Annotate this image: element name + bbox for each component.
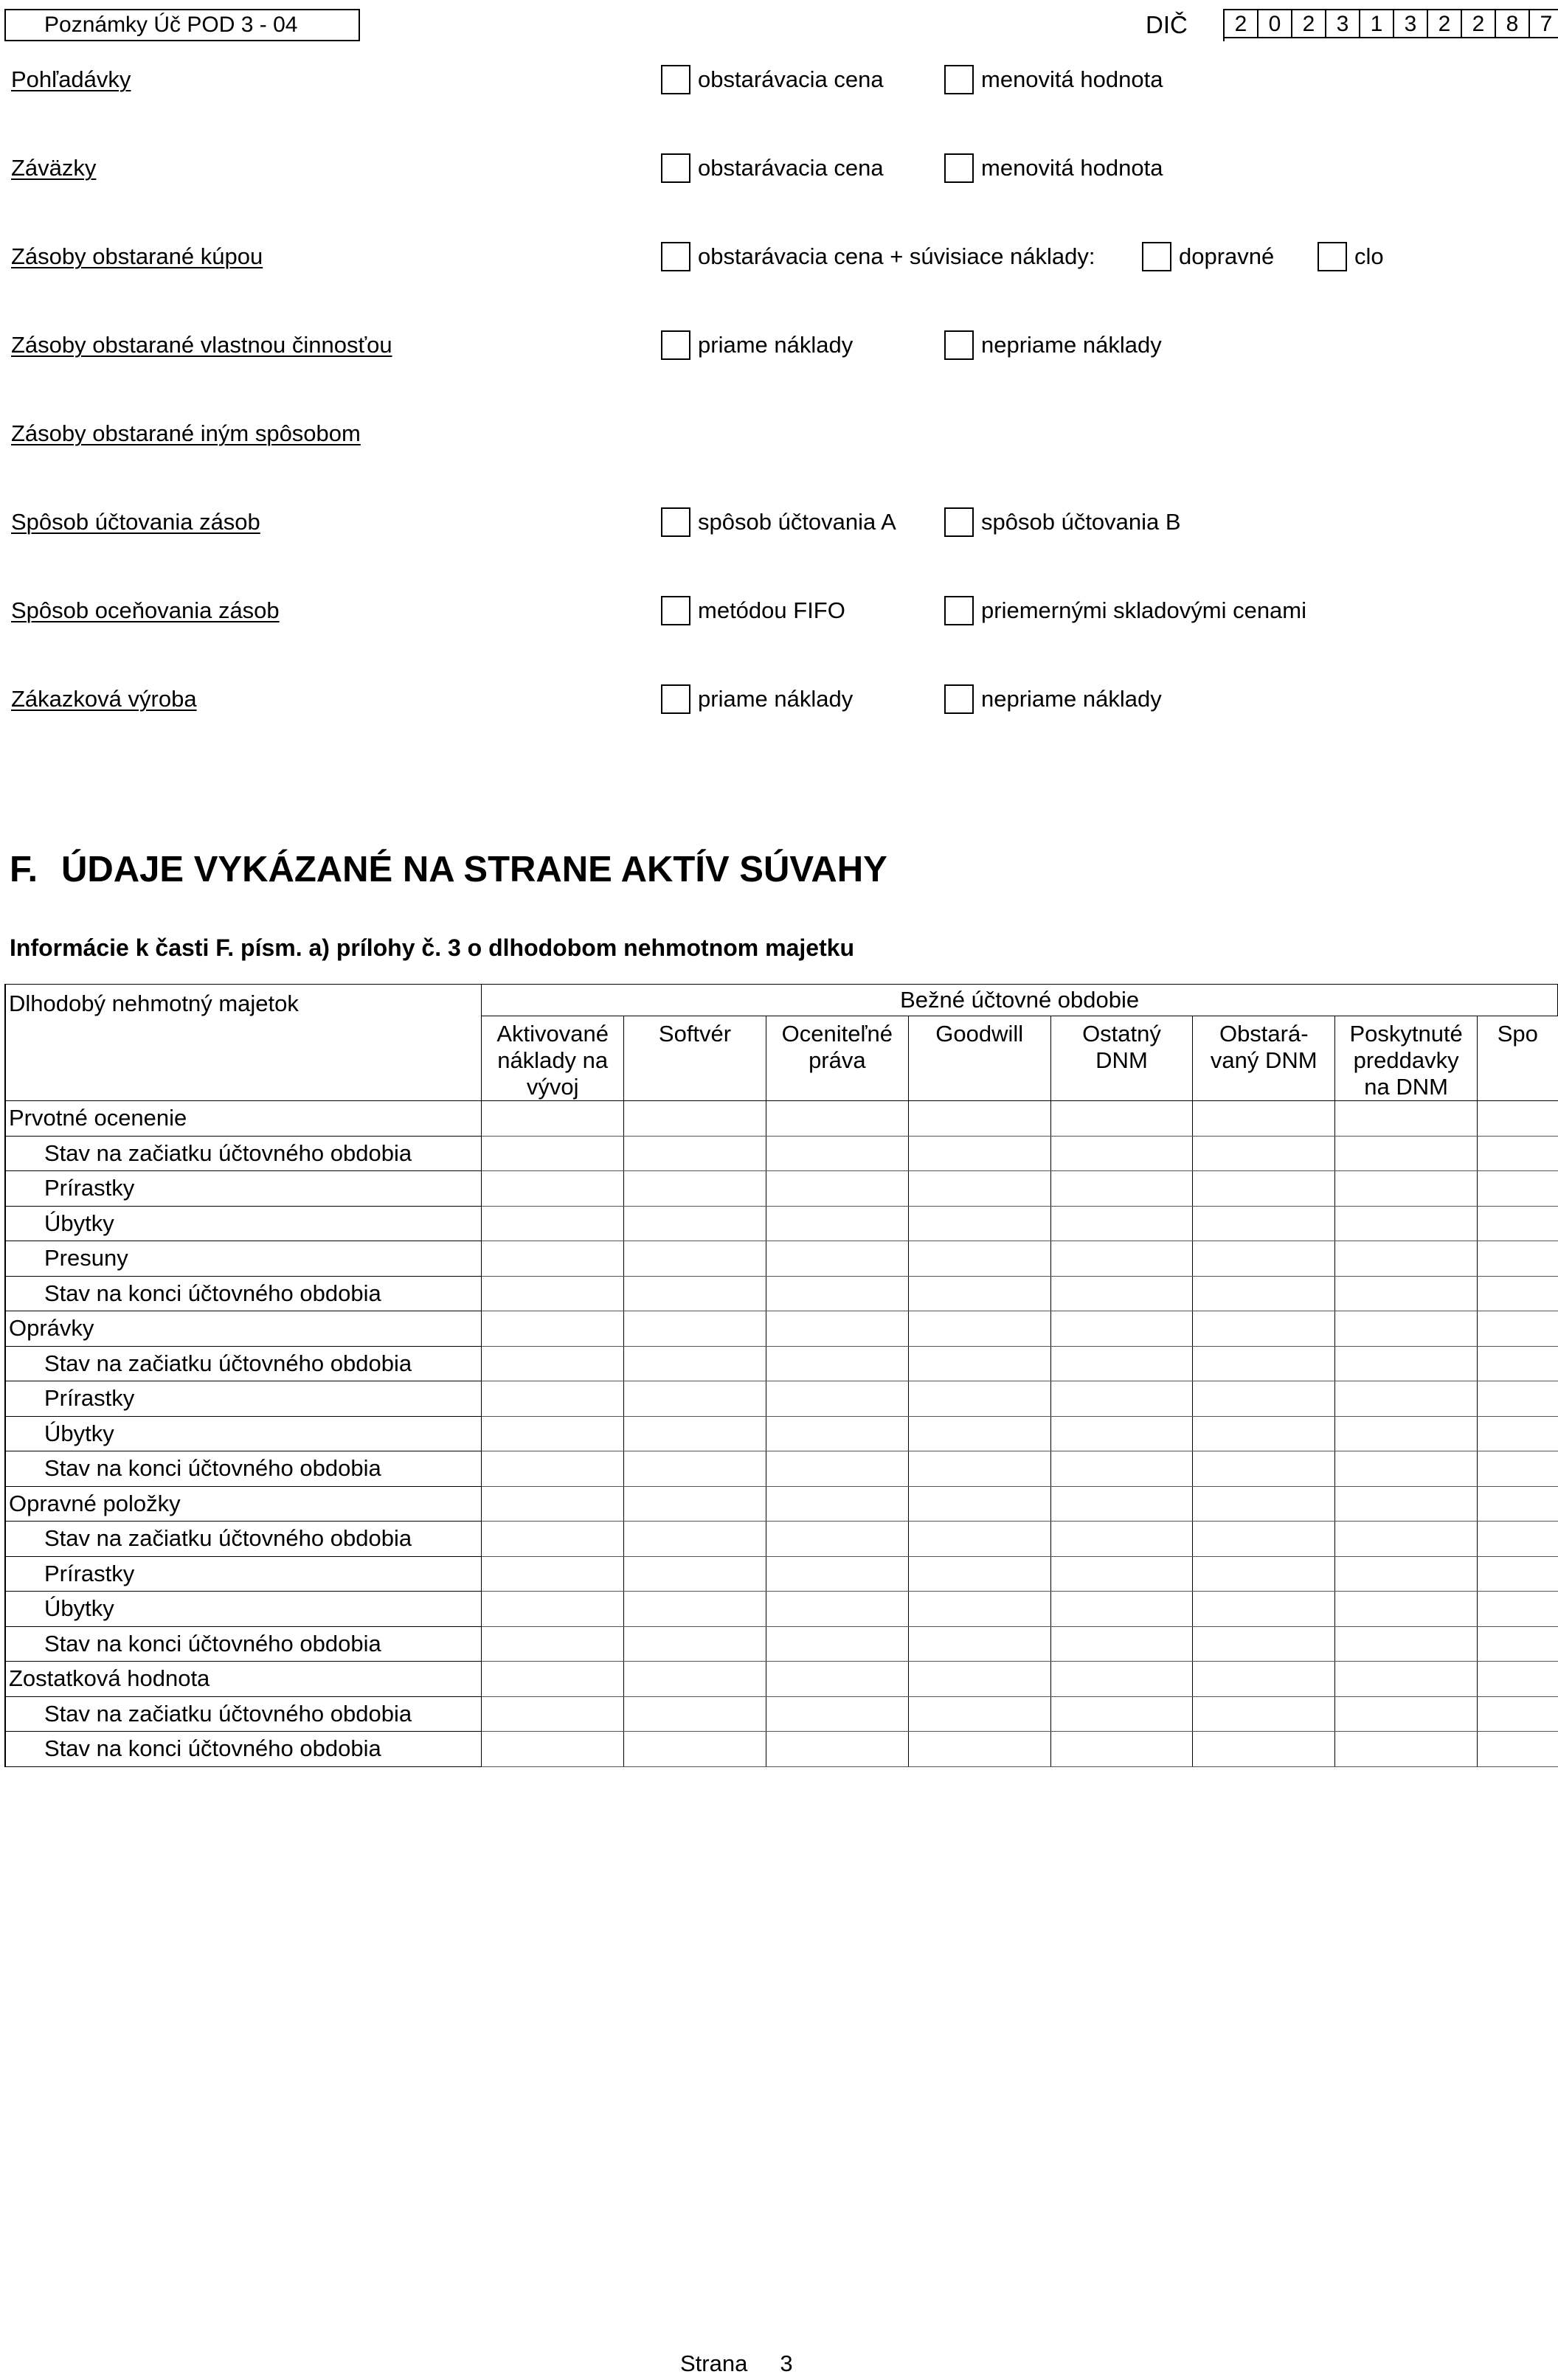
value-cell[interactable] (908, 1416, 1050, 1451)
policy-option (661, 242, 1095, 271)
value-cell[interactable] (1193, 1486, 1335, 1522)
table-row (5, 1276, 1558, 1311)
value-cell[interactable] (1335, 1171, 1478, 1207)
value-cell[interactable] (1193, 1241, 1335, 1277)
policy-option (944, 330, 1162, 360)
column-header-line: Softvér (658, 1021, 732, 1047)
option-checkbox[interactable] (944, 684, 974, 714)
value-cell[interactable] (1050, 1556, 1193, 1592)
value-cell[interactable] (1193, 1451, 1335, 1487)
value-cell[interactable] (1478, 1346, 1558, 1381)
dic-digit: 2 (1428, 9, 1462, 38)
value-cell[interactable] (1050, 1346, 1193, 1381)
policy-row-label: Zásoby obstarané vlastnou činnosťou (11, 332, 392, 358)
dic-digit: 2 (1225, 9, 1258, 38)
section-subtitle: Informácie k časti F. písm. a) prílohy č. 3 o dlhodobom nehmotnom majetku (10, 934, 855, 961)
value-cell[interactable] (624, 1311, 766, 1347)
value-cell[interactable] (1193, 1662, 1335, 1697)
value-cell[interactable] (1335, 1451, 1478, 1487)
value-cell[interactable] (624, 1451, 766, 1487)
value-cell[interactable] (766, 1451, 908, 1487)
value-cell[interactable] (766, 1381, 908, 1417)
column-header (1478, 1016, 1558, 1101)
value-cell[interactable] (1050, 1311, 1193, 1347)
row-label: Úbytky (5, 1206, 482, 1241)
value-cell[interactable] (624, 1522, 766, 1557)
value-cell[interactable] (908, 1206, 1050, 1241)
value-cell[interactable] (1335, 1732, 1478, 1767)
value-cell[interactable] (1478, 1451, 1558, 1487)
value-cell[interactable] (1478, 1416, 1558, 1451)
column-header (1193, 1016, 1335, 1101)
table-corner-header: Dlhodobý nehmotný majetok (5, 985, 482, 1101)
value-cell[interactable] (482, 1696, 624, 1732)
column-header-line: práva (809, 1047, 866, 1073)
value-cell[interactable] (482, 1486, 624, 1522)
value-cell[interactable] (482, 1276, 624, 1311)
value-cell[interactable] (766, 1592, 908, 1627)
option-label: menovitá hodnota (981, 66, 1163, 92)
value-cell[interactable] (766, 1241, 908, 1277)
value-cell[interactable] (1193, 1592, 1335, 1627)
column-header-line: Obstará- (1219, 1021, 1309, 1047)
column-header (766, 1016, 908, 1101)
page-label: Strana (680, 2350, 748, 2376)
policy-row-label: Zákazková výroba (11, 686, 197, 712)
column-header (482, 1016, 624, 1101)
value-cell[interactable] (1193, 1276, 1335, 1311)
value-cell[interactable] (1050, 1206, 1193, 1241)
column-header-line: Ostatný (1082, 1021, 1161, 1047)
option-label: priame náklady (698, 686, 854, 712)
value-cell[interactable] (482, 1171, 624, 1207)
row-label: Stav na konci účtovného obdobia (5, 1626, 482, 1662)
value-cell[interactable] (1478, 1206, 1558, 1241)
row-group-label: Oprávky (5, 1311, 482, 1347)
table-row (5, 1171, 1558, 1207)
value-cell[interactable] (908, 1171, 1050, 1207)
value-cell[interactable] (482, 1101, 624, 1137)
option-label: priemernými skladovými cenami (981, 597, 1307, 623)
value-cell[interactable] (1050, 1626, 1193, 1662)
value-cell[interactable] (482, 1416, 624, 1451)
value-cell[interactable] (1335, 1626, 1478, 1662)
policy-option (944, 684, 1162, 714)
value-cell[interactable] (1335, 1416, 1478, 1451)
dic-digit-boxes (1223, 9, 1558, 41)
value-cell[interactable] (482, 1311, 624, 1347)
option-label: obstarávacia cena (698, 66, 884, 92)
row-label: Stav na začiatku účtovného obdobia (5, 1346, 482, 1381)
column-header-line: Goodwill (935, 1021, 1024, 1047)
policy-option (1142, 242, 1274, 271)
column-header-line: Spo (1497, 1021, 1538, 1047)
value-cell[interactable] (908, 1381, 1050, 1417)
policy-option (944, 153, 1163, 183)
value-cell[interactable] (1478, 1662, 1558, 1697)
policy-option (661, 153, 884, 183)
option-checkbox[interactable] (1318, 242, 1347, 271)
table-row (5, 1241, 1558, 1277)
value-cell[interactable] (1335, 1101, 1478, 1137)
option-label: obstarávacia cena (698, 155, 884, 181)
dic-digit: 7 (1530, 9, 1558, 38)
table-row (5, 1381, 1558, 1417)
option-checkbox[interactable] (661, 507, 690, 537)
column-header-line: Poskytnuté (1349, 1021, 1463, 1047)
table-row (5, 1206, 1558, 1241)
column-header (1335, 1016, 1478, 1101)
value-cell[interactable] (624, 1241, 766, 1277)
table-row (5, 1346, 1558, 1381)
value-cell[interactable] (766, 1101, 908, 1137)
column-header-line: preddavky (1353, 1047, 1459, 1073)
value-cell[interactable] (1193, 1732, 1335, 1767)
value-cell[interactable] (1478, 1486, 1558, 1522)
intangible-assets-table (4, 984, 1558, 1767)
row-label: Stav na konci účtovného obdobia (5, 1276, 482, 1311)
column-header (624, 1016, 766, 1101)
value-cell[interactable] (908, 1662, 1050, 1697)
page-footer (680, 2349, 793, 2379)
option-label: spôsob účtovania B (981, 509, 1181, 535)
value-cell[interactable] (624, 1206, 766, 1241)
section-letter: F. (10, 850, 38, 889)
column-header-line: na DNM (1364, 1074, 1448, 1100)
row-label: Stav na začiatku účtovného obdobia (5, 1136, 482, 1171)
value-cell[interactable] (1193, 1416, 1335, 1451)
value-cell[interactable] (766, 1662, 908, 1697)
value-cell[interactable] (908, 1556, 1050, 1592)
value-cell[interactable] (1050, 1101, 1193, 1137)
value-cell[interactable] (624, 1381, 766, 1417)
row-group-label: Prvotné ocenenie (5, 1101, 482, 1137)
row-label: Stav na začiatku účtovného obdobia (5, 1522, 482, 1557)
value-cell[interactable] (1478, 1276, 1558, 1311)
value-cell[interactable] (624, 1732, 766, 1767)
option-checkbox[interactable] (944, 596, 974, 625)
row-label: Úbytky (5, 1416, 482, 1451)
option-label: priame náklady (698, 332, 854, 358)
column-header-line: vývoj (526, 1074, 579, 1100)
section-heading: ÚDAJE VYKÁZANÉ NA STRANE AKTÍV SÚVAHY (61, 850, 887, 889)
policy-option (944, 596, 1306, 625)
policy-row-label: Pohľadávky (11, 66, 131, 92)
value-cell[interactable] (908, 1136, 1050, 1171)
table-row (5, 1101, 1558, 1137)
table-row (5, 1732, 1558, 1767)
value-cell[interactable] (908, 1451, 1050, 1487)
option-checkbox[interactable] (661, 153, 690, 183)
value-cell[interactable] (1335, 1486, 1478, 1522)
value-cell[interactable] (624, 1556, 766, 1592)
value-cell[interactable] (1050, 1136, 1193, 1171)
column-header-line: DNM (1095, 1047, 1148, 1073)
value-cell[interactable] (766, 1346, 908, 1381)
option-label: nepriame náklady (981, 332, 1162, 358)
option-checkbox[interactable] (944, 153, 974, 183)
value-cell[interactable] (482, 1732, 624, 1767)
column-header (908, 1016, 1050, 1101)
value-cell[interactable] (624, 1696, 766, 1732)
value-cell[interactable] (1335, 1241, 1478, 1277)
row-label: Prírastky (5, 1381, 482, 1417)
value-cell[interactable] (1050, 1662, 1193, 1697)
value-cell[interactable] (482, 1136, 624, 1171)
value-cell[interactable] (1478, 1556, 1558, 1592)
value-cell[interactable] (624, 1346, 766, 1381)
value-cell[interactable] (1050, 1451, 1193, 1487)
value-cell[interactable] (1478, 1626, 1558, 1662)
value-cell[interactable] (1478, 1101, 1558, 1137)
value-cell[interactable] (1478, 1522, 1558, 1557)
policy-row-label: Zásoby obstarané kúpou (11, 243, 263, 269)
value-cell[interactable] (1050, 1381, 1193, 1417)
value-cell[interactable] (908, 1346, 1050, 1381)
value-cell[interactable] (908, 1522, 1050, 1557)
value-cell[interactable] (766, 1311, 908, 1347)
option-checkbox[interactable] (1142, 242, 1171, 271)
policy-option (944, 507, 1181, 537)
value-cell[interactable] (766, 1276, 908, 1311)
value-cell[interactable] (908, 1241, 1050, 1277)
value-cell[interactable] (1193, 1626, 1335, 1662)
row-label: Úbytky (5, 1592, 482, 1627)
policy-option (661, 330, 853, 360)
value-cell[interactable] (1335, 1556, 1478, 1592)
table-row (5, 1592, 1558, 1627)
table-row (5, 1626, 1558, 1662)
value-cell[interactable] (1478, 1696, 1558, 1732)
option-checkbox[interactable] (944, 507, 974, 537)
option-label: menovitá hodnota (981, 155, 1163, 181)
option-checkbox[interactable] (661, 65, 690, 94)
value-cell[interactable] (1193, 1171, 1335, 1207)
value-cell[interactable] (1050, 1416, 1193, 1451)
value-cell[interactable] (1050, 1276, 1193, 1311)
value-cell[interactable] (1335, 1276, 1478, 1311)
section-title (10, 847, 887, 892)
dic-digit: 1 (1360, 9, 1394, 38)
value-cell[interactable] (624, 1276, 766, 1311)
value-cell[interactable] (766, 1136, 908, 1171)
value-cell[interactable] (766, 1732, 908, 1767)
value-cell[interactable] (1335, 1662, 1478, 1697)
policy-option (661, 596, 845, 625)
dic-digit: 0 (1258, 9, 1292, 38)
value-cell[interactable] (1193, 1696, 1335, 1732)
form-code-box (4, 9, 360, 41)
value-cell[interactable] (1335, 1311, 1478, 1347)
dic-label: DIČ (1146, 11, 1188, 38)
value-cell[interactable] (1193, 1346, 1335, 1381)
value-cell[interactable] (1335, 1346, 1478, 1381)
value-cell[interactable] (624, 1486, 766, 1522)
policy-row-label: Spôsob oceňovania zásob (11, 597, 280, 623)
option-label: dopravné (1179, 243, 1275, 269)
dic-digit: 3 (1394, 9, 1428, 38)
value-cell[interactable] (1193, 1101, 1335, 1137)
row-group-label: Zostatková hodnota (5, 1662, 482, 1697)
value-cell[interactable] (1335, 1696, 1478, 1732)
value-cell[interactable] (1050, 1592, 1193, 1627)
value-cell[interactable] (766, 1206, 908, 1241)
table-row (5, 1486, 1558, 1522)
value-cell[interactable] (1335, 1381, 1478, 1417)
value-cell[interactable] (908, 1486, 1050, 1522)
policy-option (661, 507, 896, 537)
option-label: obstarávacia cena + súvisiace náklady: (698, 243, 1095, 269)
period-header: Bežné účtovné obdobie (482, 985, 1558, 1016)
value-cell[interactable] (1478, 1311, 1558, 1347)
value-cell[interactable] (766, 1486, 908, 1522)
value-cell[interactable] (482, 1662, 624, 1697)
column-header-line: náklady na (497, 1047, 609, 1073)
option-checkbox[interactable] (661, 242, 690, 271)
value-cell[interactable] (1335, 1206, 1478, 1241)
value-cell[interactable] (908, 1626, 1050, 1662)
row-label: Stav na začiatku účtovného obdobia (5, 1696, 482, 1732)
value-cell[interactable] (624, 1592, 766, 1627)
table-row (5, 1416, 1558, 1451)
dic-digit: 2 (1292, 9, 1326, 38)
value-cell[interactable] (1478, 1381, 1558, 1417)
value-cell[interactable] (1050, 1486, 1193, 1522)
value-cell[interactable] (624, 1416, 766, 1451)
dic-digit: 3 (1326, 9, 1360, 38)
value-cell[interactable] (908, 1311, 1050, 1347)
row-label: Presuny (5, 1241, 482, 1277)
value-cell[interactable] (766, 1556, 908, 1592)
row-label: Stav na konci účtovného obdobia (5, 1732, 482, 1767)
table-row (5, 1451, 1558, 1487)
value-cell[interactable] (1478, 1732, 1558, 1767)
option-checkbox[interactable] (661, 330, 690, 360)
value-cell[interactable] (1050, 1241, 1193, 1277)
value-cell[interactable] (482, 1556, 624, 1592)
row-label: Prírastky (5, 1171, 482, 1207)
value-cell[interactable] (482, 1592, 624, 1627)
value-cell[interactable] (624, 1101, 766, 1137)
column-header-line: Oceniteľné (781, 1021, 893, 1047)
option-checkbox[interactable] (661, 684, 690, 714)
value-cell[interactable] (1193, 1206, 1335, 1241)
option-checkbox[interactable] (944, 330, 974, 360)
value-cell[interactable] (1335, 1136, 1478, 1171)
value-cell[interactable] (766, 1696, 908, 1732)
table-row (5, 1556, 1558, 1592)
value-cell[interactable] (624, 1626, 766, 1662)
column-header-line: Aktivované (496, 1021, 609, 1047)
form-code: Poznámky Úč POD 3 - 04 (44, 13, 298, 37)
row-group-label: Opravné položky (5, 1486, 482, 1522)
value-cell[interactable] (1193, 1556, 1335, 1592)
value-cell[interactable] (1193, 1522, 1335, 1557)
value-cell[interactable] (624, 1171, 766, 1207)
option-label: nepriame náklady (981, 686, 1162, 712)
policy-option (661, 65, 884, 94)
value-cell[interactable] (1478, 1136, 1558, 1171)
page-number: 3 (780, 2350, 793, 2376)
value-cell[interactable] (482, 1206, 624, 1241)
value-cell[interactable] (1050, 1171, 1193, 1207)
value-cell[interactable] (1193, 1311, 1335, 1347)
value-cell[interactable] (1193, 1136, 1335, 1171)
value-cell[interactable] (482, 1241, 624, 1277)
value-cell[interactable] (624, 1136, 766, 1171)
value-cell[interactable] (1050, 1696, 1193, 1732)
value-cell[interactable] (908, 1592, 1050, 1627)
value-cell[interactable] (766, 1416, 908, 1451)
policy-option (1318, 242, 1384, 271)
value-cell[interactable] (482, 1381, 624, 1417)
value-cell[interactable] (1335, 1592, 1478, 1627)
value-cell[interactable] (482, 1626, 624, 1662)
table-row (5, 1696, 1558, 1732)
value-cell[interactable] (1050, 1522, 1193, 1557)
value-cell[interactable] (482, 1346, 624, 1381)
option-checkbox[interactable] (944, 65, 974, 94)
policy-row-label: Spôsob účtovania zásob (11, 509, 260, 535)
table-row (5, 1522, 1558, 1557)
value-cell[interactable] (1478, 1241, 1558, 1277)
value-cell[interactable] (482, 1522, 624, 1557)
value-cell[interactable] (482, 1451, 624, 1487)
value-cell[interactable] (766, 1171, 908, 1207)
value-cell[interactable] (908, 1101, 1050, 1137)
value-cell[interactable] (1478, 1592, 1558, 1627)
option-label: spôsob účtovania A (698, 509, 896, 535)
value-cell[interactable] (908, 1276, 1050, 1311)
column-header-line: vaný DNM (1210, 1047, 1318, 1073)
policy-row-label: Zásoby obstarané iným spôsobom (11, 420, 361, 446)
table-row (5, 1136, 1558, 1171)
value-cell[interactable] (908, 1696, 1050, 1732)
row-label: Prírastky (5, 1556, 482, 1592)
value-cell[interactable] (1335, 1522, 1478, 1557)
option-label: metódou FIFO (698, 597, 845, 623)
row-label: Stav na konci účtovného obdobia (5, 1451, 482, 1487)
dic-digit: 2 (1462, 9, 1496, 38)
dic-digit: 8 (1496, 9, 1530, 38)
policy-option (944, 65, 1163, 94)
value-cell[interactable] (624, 1662, 766, 1697)
value-cell[interactable] (766, 1626, 908, 1662)
option-checkbox[interactable] (661, 596, 690, 625)
value-cell[interactable] (1478, 1171, 1558, 1207)
value-cell[interactable] (1193, 1381, 1335, 1417)
value-cell[interactable] (1050, 1732, 1193, 1767)
table-row (5, 1311, 1558, 1347)
value-cell[interactable] (908, 1732, 1050, 1767)
value-cell[interactable] (766, 1522, 908, 1557)
policy-row-label: Záväzky (11, 155, 97, 181)
policy-option (661, 684, 853, 714)
table-row (5, 1662, 1558, 1697)
column-header (1050, 1016, 1193, 1101)
option-label: clo (1354, 243, 1384, 269)
